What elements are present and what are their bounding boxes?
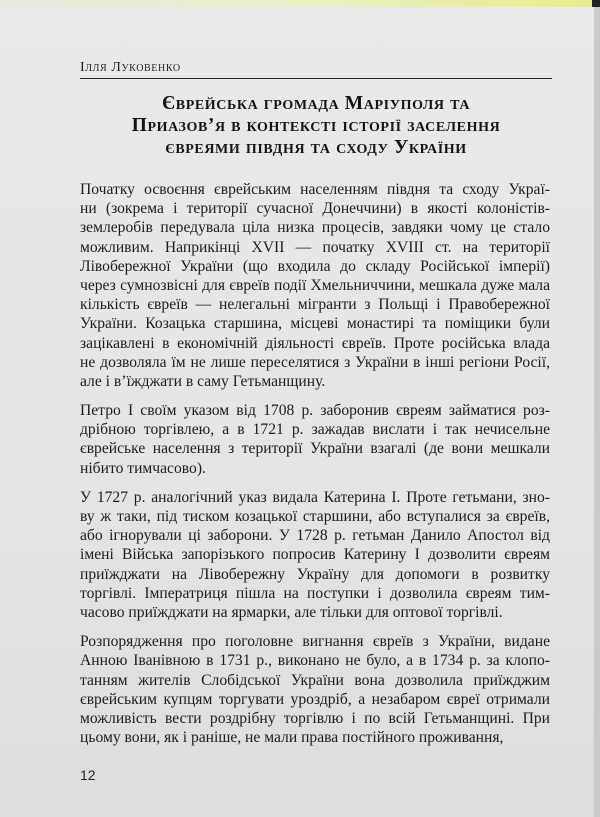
- text-line: цьому вони, як і раніше, не мали права постійного проживання,: [80, 729, 504, 747]
- title-line: Приазов’я в контексті історії заселення: [131, 115, 501, 136]
- text-line: кількість євреїв — нелегальні мігранти з Польщі і Правобережної: [80, 296, 550, 314]
- text-line: Петро I своїм указом від 1708 р. заборонив євреям займатися роз-: [80, 402, 550, 420]
- header-rule: [80, 78, 552, 79]
- text-line: торгівлі. Імператриця пішла на поступки і дозволила євреям тим-: [80, 584, 550, 602]
- text-line: зацікавлені в економічній діяльності євреїв. Проте російська влада: [80, 334, 550, 352]
- text-line: можливим. Наприкінці XVII — початку XVIII ст. на території: [80, 238, 550, 256]
- text-line: Початку освоєння єврейським населенням півдня та сходу Украї-: [80, 181, 550, 198]
- text-line: Лівобережної України (що входила до складу Російської імперії): [80, 257, 550, 275]
- text-line: У 1727 р. аналогічний указ видала Катерина I. Проте гетьмани, зно-: [80, 488, 550, 506]
- paragraph: [80, 632, 550, 747]
- body-text: [80, 180, 550, 757]
- title-line: євреями півдня та сходу України: [165, 137, 467, 158]
- page-edge: [594, 7, 600, 817]
- paragraph: [80, 180, 550, 391]
- page-number: 12: [80, 767, 96, 783]
- text-line: імені Війська запорізького попросив Катерину I дозволити євреям: [80, 546, 550, 564]
- text-line: часово приїжджати на ярмарки, але тільки для оптової торгівлі.: [80, 603, 503, 621]
- text-line: Анною Іванівною в 1731 р., виконано не було, а в 1734 р. за клопо-: [80, 652, 550, 670]
- text-line: Розпорядження про поголовне вигнання євреїв з України, видане: [80, 633, 550, 651]
- text-line: або ігнорували ці заборони. У 1728 р. гетьман Данило Апостол від: [80, 527, 550, 545]
- text-line: України. Козацька старшина, місцеві монастирі та поміщики були: [80, 315, 550, 333]
- text-line: через сумнозвісні для євреїв події Хмельниччини, мешкала дуже мала: [80, 276, 550, 294]
- chapter-title: [60, 93, 572, 159]
- text-line: приїжджати на Лівобережну Україну для допомоги в розвитку: [80, 565, 550, 583]
- text-line: танням жителів Слобідської України вона дозволила приїжджим: [80, 671, 550, 689]
- text-line: нібито тимчасово).: [80, 459, 206, 477]
- text-line: дрібною торгівлею, а в 1721 р. зажадав вислати і так нечисельне: [80, 421, 550, 439]
- text-line: єврейське населення з території України взагалі (де вони мешкали: [80, 440, 550, 458]
- title-line: Єврейська громада Маріуполя та: [161, 93, 471, 114]
- paragraph: [80, 401, 550, 478]
- text-line: можливість вести роздрібну торгівлю і по всій Гетьманщині. При: [80, 709, 550, 727]
- text-line: ни (зокрема і території сучасної Донеччини) в якості колоністів-: [80, 200, 550, 218]
- text-line: але і в’їжджати в саму Гетьманщину.: [80, 372, 326, 390]
- top-edge-strip: [0, 0, 600, 7]
- text-line: єврейським купцям торгувати уроздріб, а незабаром євреї отримали: [80, 690, 550, 708]
- paragraph: [80, 488, 550, 622]
- text-line: ву ж таки, під тиском козацької старшини, або вступалися за євреїв,: [80, 508, 550, 525]
- text-line: не дозволяла їм не лише переселятися з України в інші регіони Росії,: [80, 353, 550, 371]
- running-head-author: Ілля Луковенко: [80, 60, 181, 75]
- text-line: землеробів передувала ціла низка процесів, завдяки чому це стало: [80, 219, 550, 237]
